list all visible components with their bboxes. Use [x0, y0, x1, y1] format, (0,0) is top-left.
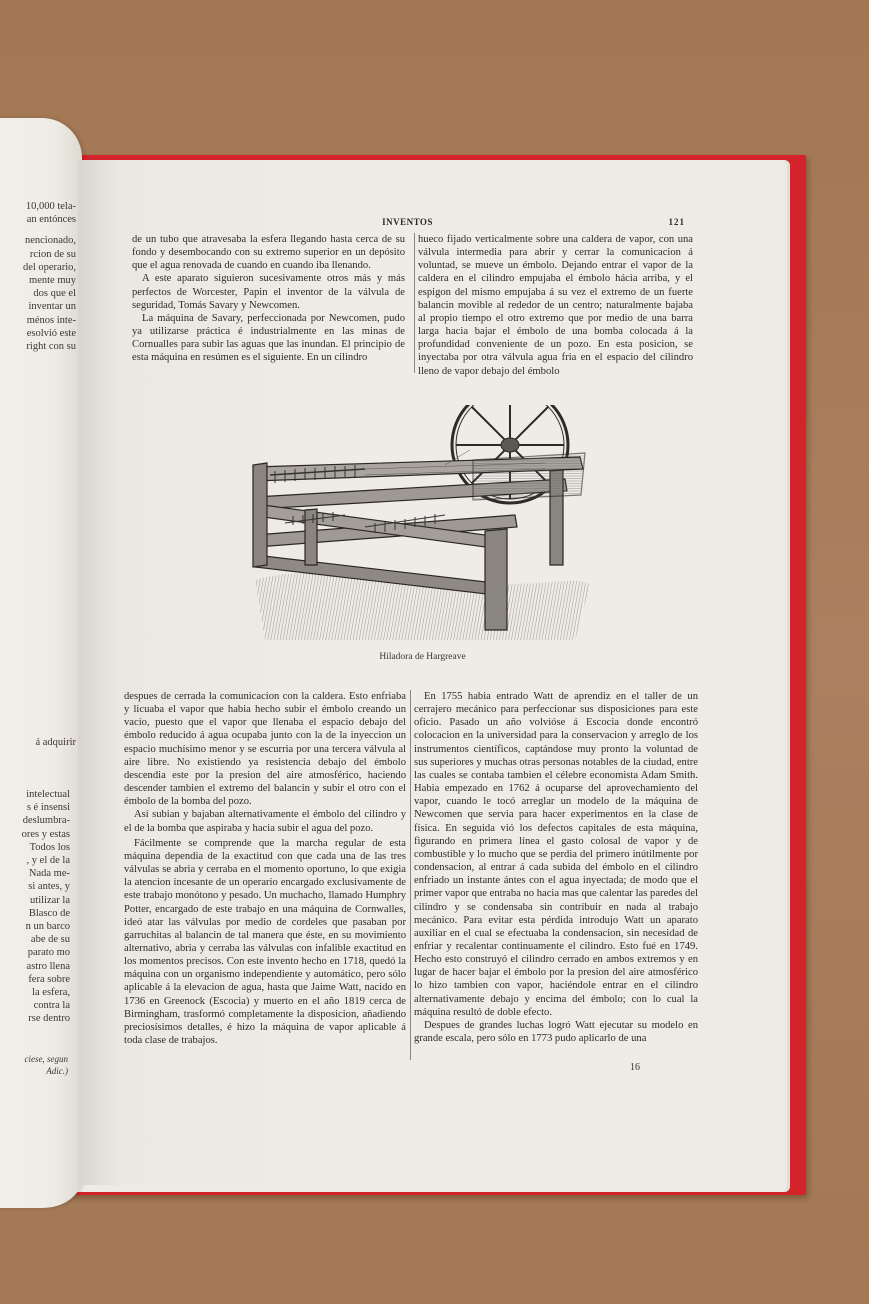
left-line: ménos inte- [26, 314, 76, 326]
left-line: rcion de su [29, 248, 76, 260]
left-line: si antes, y [28, 881, 70, 893]
running-head-title: INVENTOS [382, 217, 433, 227]
left-page-footnote [25, 1053, 68, 1077]
left-line: Nada me- [28, 868, 70, 880]
column-bottom-right [414, 690, 698, 1045]
left-line: Blasco de [28, 907, 70, 919]
left-line: an entónces [26, 214, 76, 226]
left-line: n un barco [25, 921, 70, 933]
left-line: , y el de la [26, 855, 70, 867]
column-rule-bottom [410, 690, 411, 1060]
paragraph: hueco fijado verticalmente sobre una caldera de vapor, con una válvula intermedia para abrir y cerrar la comunicacion á voluntad, se mueve un émbolo. Dejando entrar el vapor de la caldera en el cilindro empujaba el émbolo hácia arriba, y el espigon del mismo empujaba á su vez el extremo de un fuerte balancin movible al rededor de un centro; naturalmente bajaba al propio tiempo el otro extremo que por medio de una barra larga hacia bajar el émbolo de una bomba colocada á la profundidad conveniente de un pozo. En esta posicion, se inyectaba por otra válvula agua fria en el espacio del cilindro lleno de vapor debajo del émbolo [418, 234, 693, 377]
left-line: dos que el [33, 288, 76, 300]
left-page-text-lower [22, 788, 70, 1026]
left-page-text-middle [35, 736, 76, 749]
left-line: parato mo [27, 947, 70, 959]
left-line: utilizar la [30, 894, 70, 906]
left-line: Todos los [29, 841, 70, 853]
left-line: mente muy [29, 275, 76, 287]
paragraph: despues de cerrada la comunicacion con la caldera. Esto enfriaba y licuaba el vapor que habia hecho subir el émbolo creando un vacío, puesto que el vapor que llenaba el espacio debajo del émbolo reducido á agua ocupaba junto con la de la inyeccion un espacio muchísimo menor y se escurria por una tercera válvula al aire libre. No existiendo ya resistencia debajo del émbolo descendia este por la presion del aire atmosférico, haciendo descender tambien el extremo del balancin y subir el otro con el émbolo de la bomba del pozo. [124, 691, 406, 808]
left-line: á adquirir [35, 737, 76, 748]
left-line: s é insensi [26, 802, 70, 814]
left-line: contra la [33, 1000, 70, 1012]
left-line: ciese, segun [24, 1054, 68, 1064]
left-line: 10,000 tela- [25, 201, 76, 212]
paragraph: Así subian y bajaban alternativamente el émbolo del cilindro y el de la bomba que aspiraba y hacia subir el agua del pozo. [124, 809, 406, 834]
left-line: abe de su [30, 934, 70, 946]
left-line: rse dentro [28, 1013, 70, 1025]
page-number: 121 [668, 217, 685, 227]
left-line: Adic.) [46, 1066, 68, 1076]
left-line: deslumbra- [22, 815, 70, 827]
left-line [23, 226, 76, 234]
left-page[interactable] [0, 118, 82, 1208]
left-page-text-top [23, 200, 76, 353]
paragraph: La máquina de Savary, perfeccionada por Newcomen, pudo ya utilizarse práctica é industrialmente en las minas de Cornualles para subir las aguas que las inundan. El principio de esta máquina en resúmen es el siguiente. En un cilindro [132, 312, 405, 364]
left-line: del operario, [22, 261, 76, 273]
figure-caption: Hiladora de Hargreave [379, 652, 466, 662]
left-line: astro llena [26, 960, 70, 972]
signature-mark: 16 [630, 1062, 640, 1073]
left-line: inventar un [28, 301, 76, 313]
paragraph: A este aparato siguieron sucesivamente otros más y más perfectos de Worcester, Papin el inventor de la válvula de seguridad, Tomás Savary y Newcomen. [132, 273, 405, 311]
left-line: right con su [26, 341, 76, 353]
paragraph: Fácilmente se comprende que la marcha regular de esta máquina dependia de la exactitud con que cada una de las tres válvulas se abria y cerraba en el momento oportuno, lo que exigia la atencion incesante de un operario encargado exclusivamente de este trabajo monótono y pesado. Un muchacho, llamado Humphry Potter, encargado de este trabajo en una máquina de Cornwalles, ideó atar las válvulas por medio de cordeles que pasaban por garruchitas al balancin de tal manera que éste, en su movimiento alternativo, abria y cerraba las válvulas con infalible exactitud en los momentos precisos. Con este invento hecho en 1718, quedó la máquina con un organismo independiente y automático, pero sólo aplicable á la elevacion de agua, hasta que Jaime Watt, nacido en 1736 en Greenock (Escocia) y muerto en el año 1819 cerca de Birmingham, trasformó completamente la disposicion, añadiendo preciosísimos detalles, é hizo la máquina de vapor aplicable á toda clase de trabajos. [124, 837, 406, 1047]
column-top-right [418, 233, 693, 378]
spinning-jenny-illustration [245, 405, 595, 645]
left-line: ores y estas [21, 828, 70, 840]
left-line: la esfera, [32, 987, 70, 999]
column-rule-top [414, 233, 415, 373]
left-line: nencionado, [24, 235, 76, 247]
column-top-left [132, 233, 405, 365]
left-line: fera sobre [28, 973, 70, 985]
column-bottom-left [124, 690, 406, 1047]
left-line: intelectual [26, 789, 70, 800]
paragraph: Despues de grandes luchas logró Watt ejecutar su modelo en grande escala, pero sólo en 1773 pudo aplicarlo de una [414, 1019, 698, 1045]
paragraph: En 1755 habia entrado Watt de aprendiz en el taller de un cerrajero mecánico para perfeccionar sus disposiciones para este oficio. Pasado un año volvióse á Escocia donde encontró colocacion en la universidad para la conservacion y arreglo de los instrumentos científicos, captándose muy pronto la voluntad de sus superiores y muchas otras personas notables de la ciudad, entre las cuales se contaba tambien el célebre economista Adam Smith. Habia empezado en 1762 á ocuparse del aprovechamiento del vapor, cuando le tocó arreglar un modelo de la máquina de Newcomen que servia para hacer experimentos en la clase de física. En seguida vió los defectos capitales de esta máquina, figurando en primera línea el gasto colosal de vapor y de combustible y lo mucho que se perdia del primero inútilmente por condensacion, al entrar á cada subida del émbolo en el cilindro enfriado un instante ántes con el agua inyectada; de modo que el primer vapor que entraba no hacia mas que calentar las paredes del cilindro y se condensaba sin contribuir en nada al trabajo mecánico. Para evitar esta pérdida introdujo Watt un aparato auxiliar en el cual se efectuaba la condensacion, sin necesidad de enfriar y recalentar continuamente el cilindro. Esto fué en 1749. Hecho esto construyó el cilindro cerrado en ambos extremos y en lugar de hacer bajar el émbolo por la presion del aire atmosférico lo hizo tambien con vapor, haciéndole entrar en el cilindro alternativamente debajo y encima del émbolo; con lo cual la máquina resultó de doble efecto. [414, 691, 698, 1018]
paragraph: de un tubo que atravesaba la esfera llegando hasta cerca de su fondo y desembocando con su extremo superior en un depósito que el agua renovada de cuando en cuando iba llenando. [132, 234, 405, 272]
left-line: esolvió este [26, 327, 76, 339]
